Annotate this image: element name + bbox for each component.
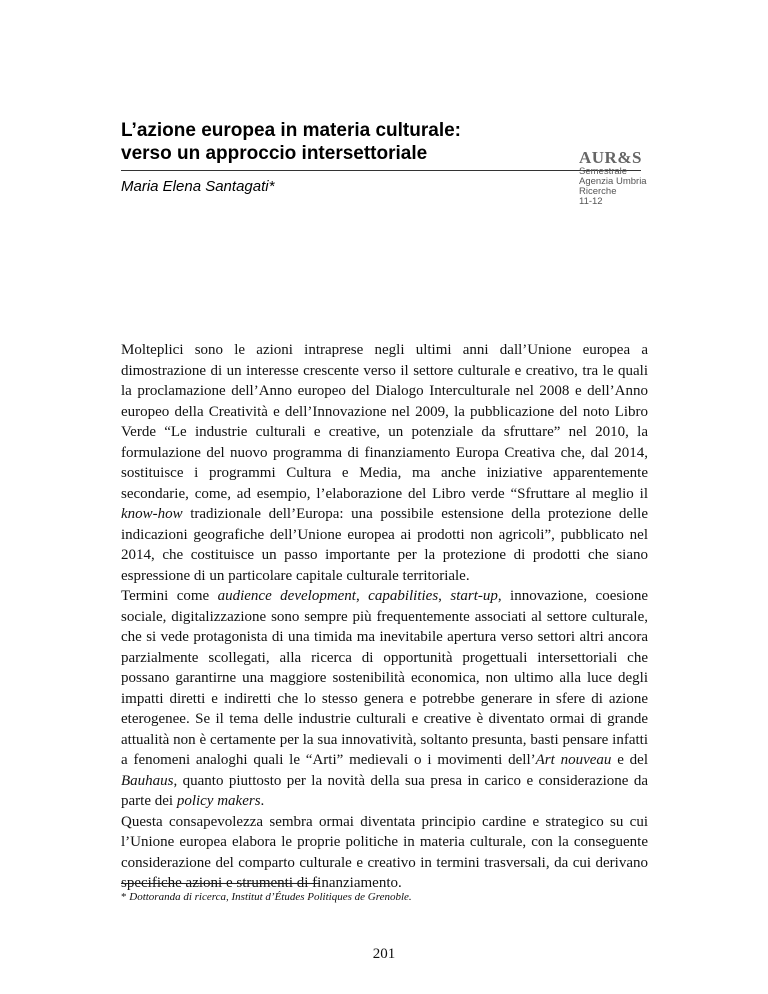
body-paragraph-2-text-f: , quanto piuttosto per la novità della sua presa in carico e considerazione da parte dei <box>121 772 648 809</box>
body-paragraph-1-italic-knowhow: know-how <box>121 506 183 522</box>
journal-publisher-line-2: Ricerche <box>579 186 617 197</box>
body-paragraph-2-italic-startup: start-up <box>450 588 498 604</box>
journal-issue: 11-12 <box>579 196 603 207</box>
body-paragraph-2 <box>121 586 648 812</box>
body-paragraph-2-text-e: e del <box>611 752 649 768</box>
body-paragraph-2-text-d: , innovazione, coesione sociale, digitalizzazione sono sempre più frequentemente associati al settore culturale, che si vede protagonista di una timida ma inevitabile apertura verso settori altri ancora parzialmente scollegati, alla ricerca di opportunità progettuali intersettoriali che possano garantirne una maggiore sostenibilità economica, non ultimo alla luce degli impatti diretti e indiretti che lo stesso genera e potrebbe generare in sfere di azione eterogenee. Se il tema delle industrie culturali e creative è diventato ormai di grande attualità non è certamente per la sua innovatività, soltanto presunta, basti pensare infatti a fenomeni analoghi quali le “Arti” medievali o i movimenti dell’ <box>121 588 649 768</box>
article-title-line-2: verso un approccio intersettoriale <box>121 143 428 164</box>
body-paragraph-2-text-b: , <box>355 588 369 604</box>
body-paragraph-2-italic-policy-makers: policy makers <box>176 793 261 809</box>
article-body <box>121 340 648 894</box>
body-paragraph-2-italic-audience: audience development <box>217 588 356 604</box>
journal-publisher-line-1: Agenzia Umbria <box>579 176 647 187</box>
journal-logo: AUR&S <box>579 148 642 167</box>
footnote-text: Dottoranda di ricerca, Institut d’Études Politiques de Grenoble. <box>129 891 412 903</box>
article-author: Maria Elena Santagati* <box>121 178 275 195</box>
body-paragraph-1-text: Molteplici sono le azioni intraprese negli ultimi anni dall’Unione europea a dimostrazione di un interesse crescente verso il settore culturale e creativo, tra le quali la proclamazione dell’Anno europeo del Dialogo Interculturale nel 2008 e dell’Anno europeo della Creatività e dell’Innovazione nel 2009, la pubblicazione del noto Libro Verde “Le industrie culturali e creative, un potenziale da sfruttare” nel 2010, la formulazione del nuovo programma di finanziamento Europa Creativa che, dal 2014, sostituisce i programmi Cultura e Media, ma anche iniziative apparentemente secondarie, come, ad esempio, l’elaborazione del Libro verde “Sfruttare al meglio il <box>121 342 648 502</box>
footnote-mark: * <box>121 891 127 903</box>
body-paragraph-1 <box>121 340 648 586</box>
footnote <box>121 891 648 904</box>
footnote-divider <box>121 883 320 884</box>
body-paragraph-2-text-g: . <box>260 793 265 809</box>
body-paragraph-2-italic-bauhaus: Bauhaus <box>121 772 174 789</box>
article-title-line-1: L’azione europea in materia culturale: <box>121 120 461 141</box>
body-paragraph-2-text-a: Termini come <box>121 588 218 604</box>
page-number: 201 <box>372 946 396 962</box>
header-divider <box>121 170 641 171</box>
body-paragraph-1-tail: tradizionale dell’Europa: una possibile estensione della protezione delle indicazioni geografiche dell’Unione europea ai prodotti non agricoli”, pubblicato nel 2014, che costituisce un passo importante per la protezione di prodotti che siano espressione di un particolare capitale culturale territoriale. <box>121 506 648 584</box>
article-title <box>121 119 641 165</box>
journal-mark <box>579 149 659 207</box>
body-paragraph-2-italic-capabilities: capabilities <box>368 588 439 604</box>
body-paragraph-3: Questa consapevolezza sembra ormai diventata principio cardine e strategico su cui l’Unione europea elabora le proprie politiche in materia culturale, con la conseguente considerazione del comparto culturale e creativo in termini trasversali, da cui derivano specifiche azioni e strumenti di finanziamento. <box>121 813 648 891</box>
body-paragraph-2-italic-art-nouveau: Art nouveau <box>535 752 612 768</box>
body-paragraph-2-text-c: , <box>438 588 451 604</box>
journal-frequency: Semestrale <box>579 166 628 177</box>
